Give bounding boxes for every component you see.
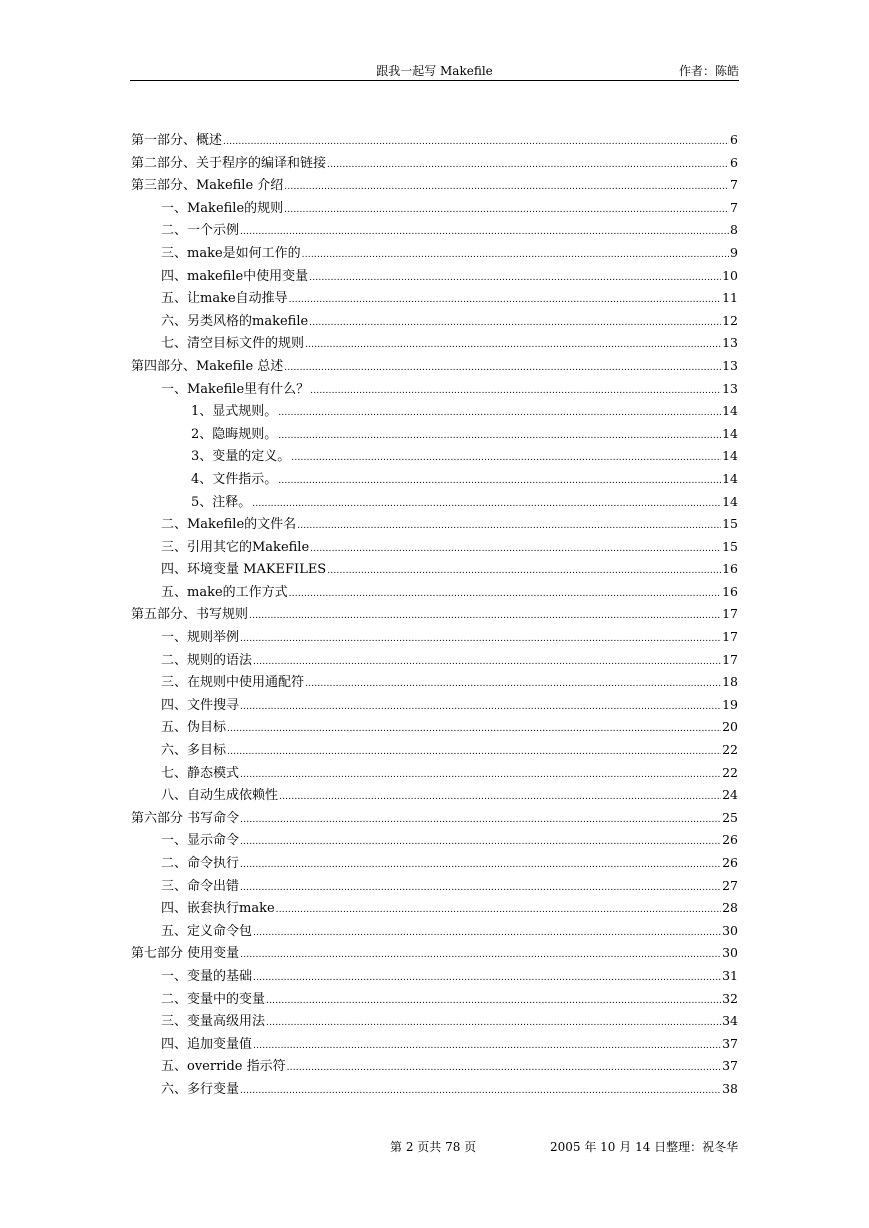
toc-entry-title: 一、变量的基础 <box>161 968 253 984</box>
dot-leader <box>249 605 721 628</box>
document-author: 作者：陈皓 <box>678 64 739 78</box>
dot-leader <box>240 1080 721 1103</box>
dot-leader <box>289 583 721 606</box>
toc-entry-title: 4、文件指示。 <box>191 471 278 487</box>
toc-entry-title: 四、makefile中使用变量 <box>161 268 309 284</box>
dot-leader <box>266 1012 721 1035</box>
compile-date: 2005 年 10 月 14 日整理：祝冬华 <box>550 1140 739 1154</box>
toc-entry[interactable] <box>131 603 738 626</box>
toc-entry-page: 13 <box>722 335 738 351</box>
toc-entry-page: 7 <box>730 177 738 193</box>
toc-entry-page: 11 <box>722 290 738 306</box>
page-number: 第 2 页共 78 页 <box>390 1140 477 1154</box>
toc-entry-title: 一、规则举例 <box>161 630 240 646</box>
toc-entry-page: 30 <box>722 922 738 938</box>
toc-entry-title: 八、自动生成依赖性 <box>161 788 279 804</box>
toc-entry[interactable] <box>131 242 738 265</box>
toc-entry-title: 三、在规则中使用通配符 <box>161 675 305 691</box>
toc-entry[interactable] <box>131 468 738 491</box>
dot-leader <box>240 854 721 877</box>
toc-entry-title: 一、显示命令 <box>161 833 240 849</box>
toc-entry[interactable] <box>131 152 738 175</box>
toc-entry-page: 37 <box>722 1058 738 1074</box>
toc-entry-page: 26 <box>722 832 738 848</box>
dot-leader <box>240 696 721 719</box>
dot-leader <box>297 515 721 538</box>
dot-leader <box>310 380 721 403</box>
toc-entry-title: 三、命令出错 <box>161 878 240 894</box>
toc-entry[interactable] <box>131 197 738 220</box>
toc-entry[interactable] <box>131 988 738 1011</box>
toc-entry[interactable] <box>131 671 738 694</box>
toc-entry[interactable] <box>131 1055 738 1078</box>
toc-entry[interactable] <box>131 897 738 920</box>
dot-leader <box>309 267 721 290</box>
toc-entry-page: 6 <box>730 154 738 170</box>
toc-entry-page: 20 <box>722 719 738 735</box>
toc-entry-title: 三、引用其它的Makefile <box>161 539 310 555</box>
toc-entry-title: 七、静态模式 <box>161 765 240 781</box>
dot-leader <box>327 560 721 583</box>
toc-entry-title: 五、定义命令包 <box>161 923 253 939</box>
toc-entry-page: 15 <box>722 516 738 532</box>
toc-entry-page: 24 <box>722 787 738 803</box>
toc-entry-title: 二、一个示例 <box>161 223 240 239</box>
toc-entry-title: 二、规则的语法 <box>161 652 253 668</box>
toc-entry[interactable] <box>131 445 738 468</box>
toc-entry-page: 14 <box>722 425 738 441</box>
toc-entry[interactable] <box>131 219 738 242</box>
dot-leader <box>240 944 721 967</box>
dot-leader <box>266 990 721 1013</box>
dot-leader <box>302 244 729 267</box>
toc-entry-page: 9 <box>730 244 738 260</box>
toc-entry-title: 第四部分、Makefile 总述 <box>131 358 284 374</box>
toc-entry-page: 17 <box>722 651 738 667</box>
toc-entry-page: 32 <box>722 990 738 1006</box>
dot-leader <box>305 673 721 696</box>
toc-entry[interactable] <box>131 942 738 965</box>
toc-entry[interactable] <box>131 581 738 604</box>
toc-entry[interactable] <box>131 852 738 875</box>
toc-entry[interactable] <box>131 174 738 197</box>
toc-entry-page: 37 <box>722 1035 738 1051</box>
toc-entry[interactable] <box>131 1033 738 1056</box>
toc-entry-page: 18 <box>722 674 738 690</box>
toc-entry-page: 17 <box>722 606 738 622</box>
toc-entry-title: 七、清空目标文件的规则 <box>161 336 305 352</box>
dot-leader <box>253 922 721 945</box>
toc-entry[interactable] <box>131 965 738 988</box>
toc-entry-title: 五、伪目标 <box>161 720 227 736</box>
dot-leader <box>310 538 721 561</box>
toc-entry-title: 1、显式规则。 <box>191 404 278 420</box>
toc-entry-page: 14 <box>722 470 738 486</box>
dot-leader <box>253 967 721 990</box>
toc-entry[interactable] <box>131 287 738 310</box>
page-header <box>130 60 739 81</box>
toc-entry[interactable] <box>131 716 738 739</box>
toc-entry-title: 五、让make自动推导 <box>161 291 288 307</box>
toc-entry[interactable] <box>131 739 738 762</box>
toc-entry-title: 五、override 指示符 <box>161 1059 286 1075</box>
toc-entry[interactable] <box>131 265 738 288</box>
toc-entry-title: 第六部分 书写命令 <box>131 810 240 826</box>
toc-entry-page: 13 <box>722 357 738 373</box>
toc-entry-title: 六、多行变量 <box>161 1081 240 1097</box>
toc-entry-title: 3、变量的定义。 <box>191 449 291 465</box>
toc-entry[interactable] <box>131 536 738 559</box>
toc-entry-page: 25 <box>722 809 738 825</box>
toc-entry-title: 五、make的工作方式 <box>161 584 288 600</box>
toc-entry-title: 二、Makefile的文件名 <box>161 517 297 533</box>
toc-entry-page: 13 <box>722 380 738 396</box>
dot-leader <box>240 221 729 244</box>
table-of-contents <box>131 129 738 1101</box>
toc-entry[interactable] <box>131 332 738 355</box>
toc-entry-title: 第七部分 使用变量 <box>131 946 240 962</box>
toc-entry[interactable] <box>131 784 738 807</box>
toc-entry-title: 一、Makefile的规则 <box>161 200 284 216</box>
dot-leader <box>240 809 721 832</box>
toc-entry[interactable] <box>131 423 738 446</box>
toc-entry-page: 10 <box>722 267 738 283</box>
toc-entry[interactable] <box>131 1078 738 1101</box>
dot-leader <box>278 402 721 425</box>
toc-entry-page: 16 <box>722 583 738 599</box>
toc-entry-title: 二、命令执行 <box>161 856 240 871</box>
toc-entry-title: 2、隐晦规则。 <box>191 426 278 442</box>
toc-entry[interactable] <box>131 310 738 333</box>
dot-leader <box>279 786 721 809</box>
dot-leader <box>240 628 721 651</box>
dot-leader <box>240 831 721 854</box>
toc-entry-page: 26 <box>722 855 738 870</box>
dot-leader <box>253 651 721 674</box>
toc-entry[interactable] <box>131 558 738 581</box>
toc-entry[interactable] <box>131 355 738 378</box>
toc-entry[interactable] <box>131 829 738 852</box>
dot-leader <box>276 899 721 922</box>
toc-entry-title: 第一部分、概述 <box>131 133 223 148</box>
toc-entry-page: 30 <box>722 945 738 961</box>
toc-entry[interactable] <box>131 649 738 672</box>
dot-leader <box>284 176 729 199</box>
toc-entry-title: 第三部分、Makefile 介绍 <box>131 178 284 194</box>
toc-entry[interactable] <box>131 694 738 717</box>
dot-leader <box>278 470 721 493</box>
dot-leader <box>289 289 721 312</box>
toc-entry[interactable] <box>131 875 738 898</box>
toc-entry-title: 四、追加变量值 <box>161 1036 253 1052</box>
toc-entry-title: 第二部分、关于程序的编译和链接 <box>131 155 327 171</box>
toc-entry[interactable] <box>131 491 738 514</box>
toc-entry-title: 三、变量高级用法 <box>161 1014 266 1030</box>
toc-entry-page: 38 <box>722 1080 738 1096</box>
toc-entry-title: 5、注释。 <box>191 494 252 510</box>
dot-leader <box>240 877 721 900</box>
toc-entry-page: 17 <box>722 629 738 645</box>
toc-entry[interactable] <box>131 626 738 649</box>
toc-entry-title: 一、Makefile里有什么？ <box>161 381 310 397</box>
dot-leader <box>284 199 729 222</box>
toc-entry-page: 22 <box>722 742 738 758</box>
toc-entry-page: 14 <box>722 493 738 509</box>
toc-entry[interactable] <box>131 1010 738 1033</box>
toc-entry-page: 22 <box>722 764 738 780</box>
toc-entry-page: 16 <box>722 561 738 577</box>
toc-entry[interactable] <box>131 513 738 536</box>
toc-entry[interactable] <box>131 920 738 943</box>
document-title: 跟我一起写 Makefile <box>376 64 493 78</box>
toc-entry[interactable] <box>131 129 738 152</box>
toc-entry-page: 31 <box>722 967 738 983</box>
toc-entry[interactable] <box>131 400 738 423</box>
dot-leader <box>252 493 721 516</box>
toc-entry-page: 6 <box>730 132 738 147</box>
toc-entry-page: 28 <box>722 900 738 916</box>
toc-entry-title: 六、另类风格的makefile <box>161 313 309 329</box>
toc-entry-title: 四、文件搜寻 <box>161 697 240 713</box>
toc-entry-title: 四、嵌套执行make <box>161 901 275 917</box>
dot-leader <box>284 357 721 380</box>
toc-entry-title: 三、make是如何工作的 <box>161 245 301 261</box>
toc-entry-page: 14 <box>722 448 738 464</box>
dot-leader <box>240 764 721 787</box>
toc-entry-title: 六、多目标 <box>161 743 227 759</box>
toc-entry-page: 34 <box>722 1013 738 1029</box>
toc-entry-page: 12 <box>722 312 738 328</box>
toc-entry-page: 7 <box>730 199 738 215</box>
toc-entry-page: 14 <box>722 403 738 419</box>
dot-leader <box>227 741 721 764</box>
toc-entry-page: 15 <box>722 538 738 554</box>
dot-leader <box>305 334 721 357</box>
toc-entry-title: 第五部分、书写规则 <box>131 607 249 623</box>
dot-leader <box>223 131 729 154</box>
dot-leader <box>227 718 721 741</box>
toc-entry[interactable] <box>131 807 738 830</box>
toc-entry-page: 19 <box>722 696 738 712</box>
dot-leader <box>291 447 721 470</box>
dot-leader <box>309 312 721 335</box>
toc-entry-page: 8 <box>730 222 738 238</box>
toc-entry-page: 27 <box>722 877 738 893</box>
toc-entry-title: 四、环境变量 MAKEFILES <box>161 562 327 578</box>
dot-leader <box>327 154 729 177</box>
toc-entry[interactable] <box>131 378 738 401</box>
toc-entry[interactable] <box>131 762 738 785</box>
dot-leader <box>278 425 721 448</box>
dot-leader <box>287 1057 721 1080</box>
toc-entry-title: 二、变量中的变量 <box>161 991 266 1007</box>
dot-leader <box>253 1035 721 1058</box>
